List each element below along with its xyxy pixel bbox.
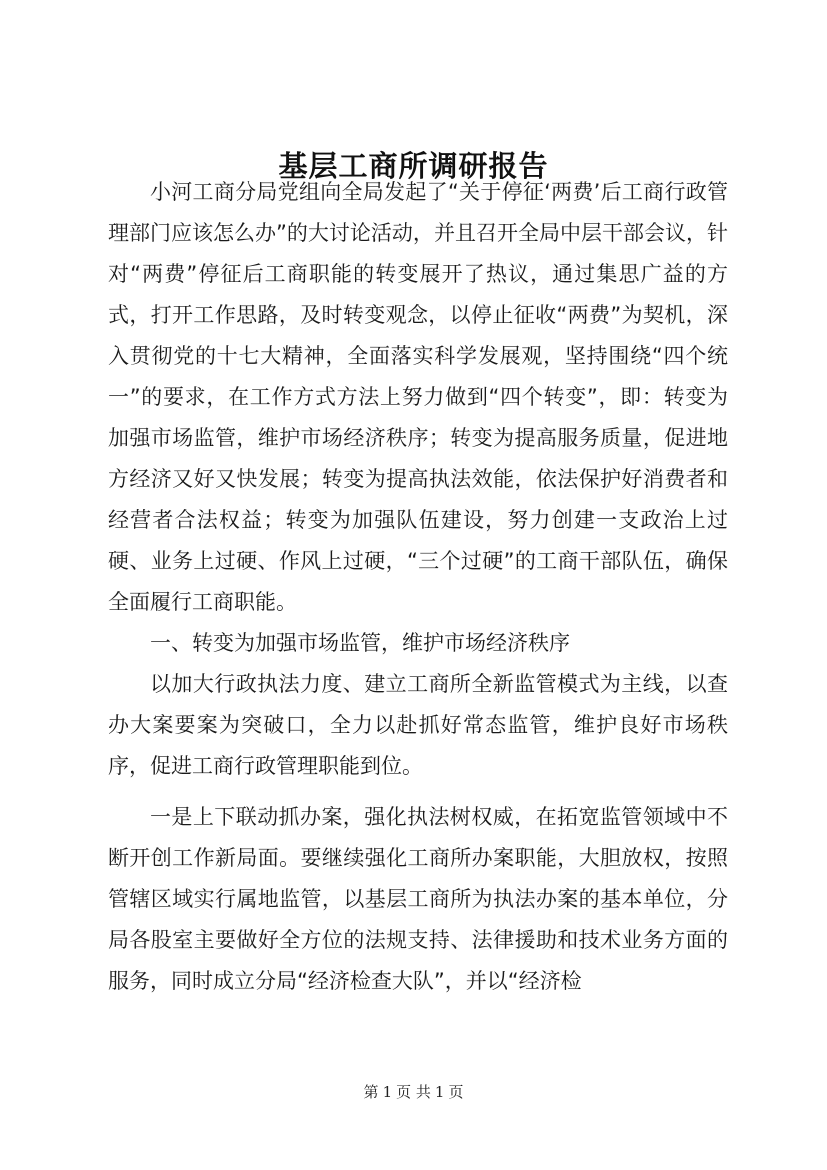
page-label-prefix: 第 [363,1083,379,1101]
paragraph: 以加大行政执法力度、建立工商所全新监管模式为主线，以查办大案要案为突破口，全力以赴抓好常态监管，维护良好市场秩序，促进工商行政管理职能到位。 [108,672,728,778]
page-label-mid: 页 共 [396,1083,431,1101]
page-label-suffix: 页 [448,1083,464,1101]
page-footer [0,1082,827,1102]
document-body [108,172,728,1002]
paragraph: 小河工商分局党组向全局发起了“关于停征‘两费’后工商行政管理部门应该怎么办”的大讨论活动，并且召开全局中层干部会议，针对“两费”停征后工商职能的转变展开了热议，通过集思广益的方式，打开工作思路，及时转变观念，以停止征收“两费”为契机，深入贯彻党的十七大精神，全面落实科学发展观，坚持围绕“四个统一”的要求，在工作方式方法上努力做到“四个转变”，即：转变为加强市场监管，维护市场经济秩序；转变为提高服务质量，促进地方经济又好又快发展；转变为提高执法效能，依法保护好消费者和经营者合法权益；转变为加强队伍建设，努力创建一支政治上过硬、业务上过硬、作风上过硬，“三个过硬”的工商干部队伍，确保全面履行工商职能。 [108,180,728,614]
page-total: 1 [434,1083,445,1101]
page-number: 1 [382,1083,393,1101]
section-heading: 一、转变为加强市场监管，维护市场经济秩序 [150,631,570,655]
document-title: 基层工商所调研报告 [278,149,549,183]
paragraph: 一是上下联动抓办案，强化执法树权威，在拓宽监管领域中不断开创工作新局面。要继续强化工商所办案职能，大胆放权，按照管辖区域实行属地监管，以基层工商所为执法办案的基本单位，分局各股室主要做好全方位的法规支持、法律援助和技术业务方面的服务，同时成立分局“经济检查大队”，并以“经济检 [108,805,728,993]
